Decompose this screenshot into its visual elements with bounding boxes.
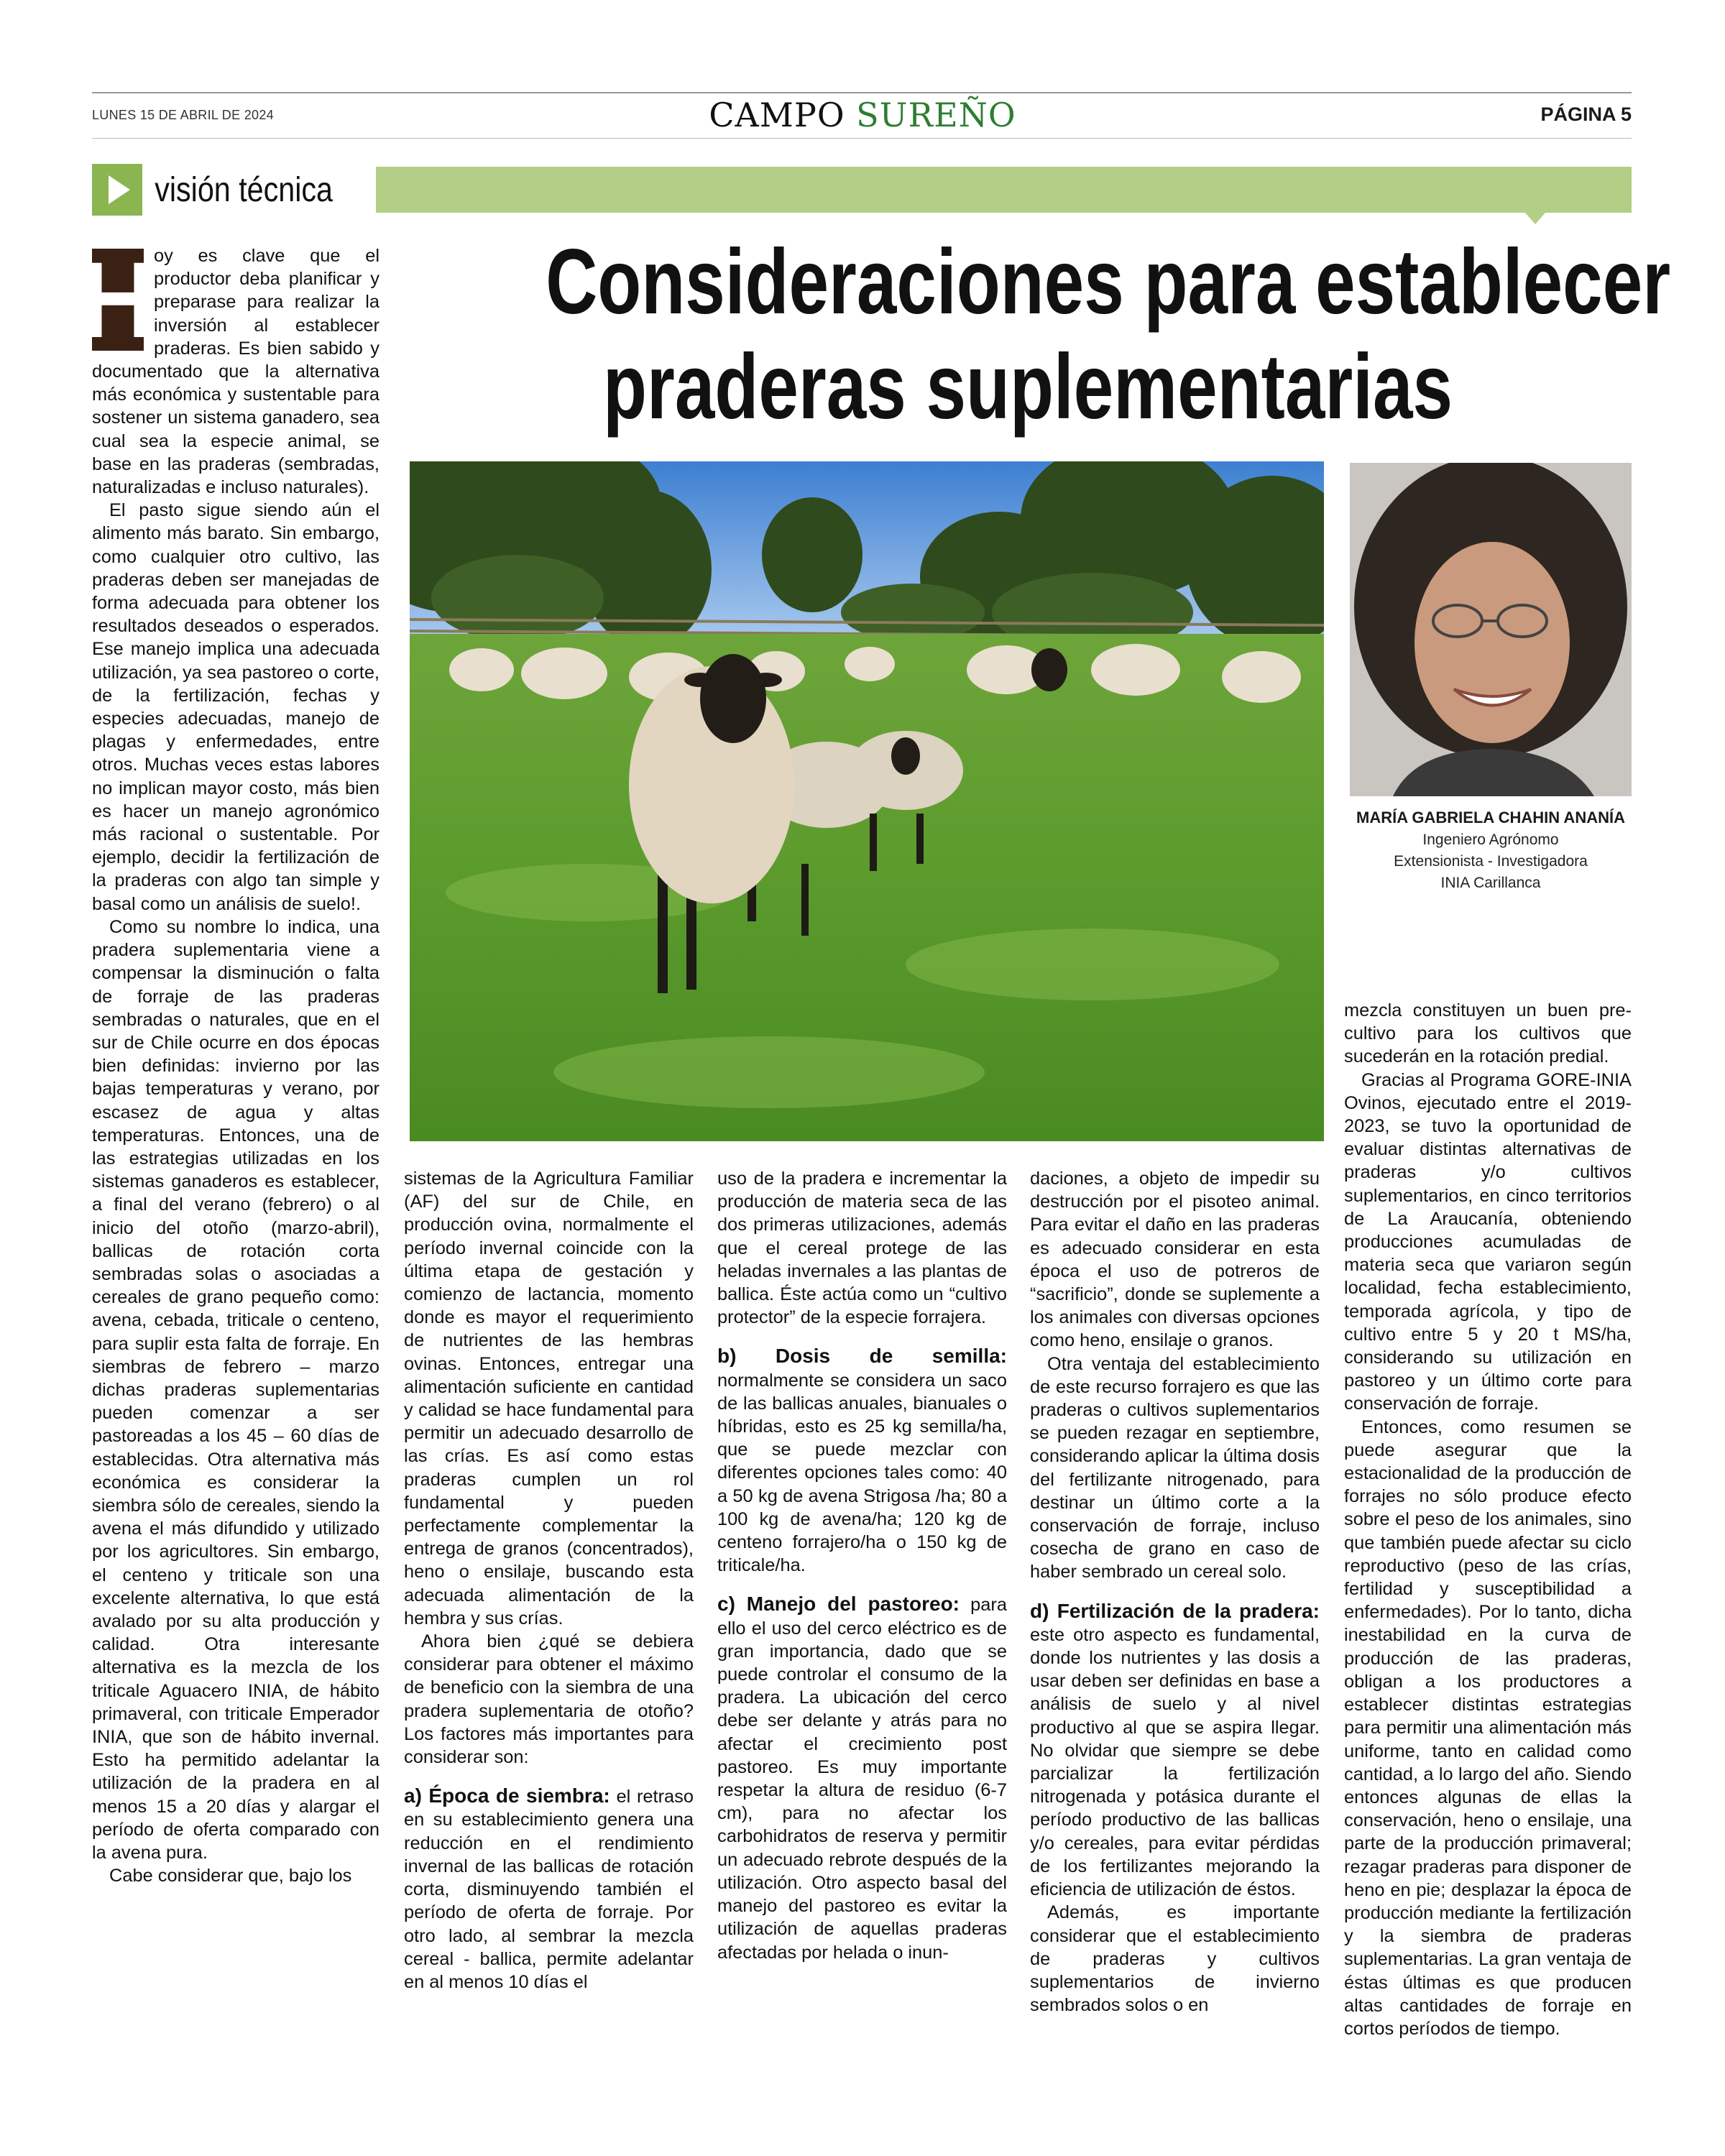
paragraph: El pasto sigue siendo aún el alimento más barato. Sin embargo, como cualquier otro cultivo, las praderas deben ser manejadas de forma adecuada para obtener los resultados deseados o esperados. Ese manejo implica una adecuada utilización, ya sea pastoreo o corte, de la fertilización, fechas y especies adecuadas, manejo de plagas y enfermedades, entre otros. Muchas veces estas labores no implican mayor costo, más bien es hacer un manejo agronómico más racional o sustentable. Por ejemplo, decidir la fertilización de la praderas con algo tan simple y basal como un análisis de suelo!.: [92, 500, 380, 914]
header-rule: [92, 92, 1632, 93]
paragraph: Gracias al Programa GORE-INIA Ovinos, ejecutado entre el 2019-2023, se tuvo la oportunidad de evaluar distintas alternativas de praderas y/o cultivos suplementarios, en cinco territorios de La Araucanía, obteniendo producciones acumuladas de materia seca que variaron según localidad, fecha establecimiento, temporada agrícola, y tipo de cultivo entre 5 y 20 t MS/ha, considerando su utilización en pastoreo y un último corte para conservación de forraje.: [1344, 1069, 1632, 1414]
section-band: [212, 167, 1632, 213]
paragraph: mezcla constituyen un buen pre-cultivo para los cultivos que sucederán en la rotación predial.: [1344, 1000, 1632, 1067]
drop-cap: H: [78, 239, 157, 360]
article-headline: [410, 230, 1671, 440]
headline-line-1: Consideraciones para establecer: [546, 231, 1671, 333]
article-column-4: [1030, 1167, 1320, 2017]
paragraph: sistemas de la Agricultura Familiar (AF) del sur de Chile, en producción ovina, normalmente el período invernal coincide con la última etapa de gestación y comienzo de lactancia, momento donde es mayor el requerimiento de nutrientes de las hembras ovinas. Entonces, entregar una alimentación suficiente en cantidad y calidad se hace fundamental para permitir un adecuado desarrollo de las crías. Es así como estas praderas cumplen un rol fundamental y pueden perfectamente complementar la entrega de granos (concentrados), heno o ensilaje, buscando esta adecuada alimentación de la hembra y sus crías.: [404, 1169, 694, 1628]
author-portrait: [1350, 463, 1632, 796]
subsection-text: el retraso en su establecimiento genera una reducción en el rendimiento invernal de las ballicas de rotación corta, disminuyendo también el período de oferta de forraje. Por otro lado, al sembrar la mezcla cereal - ballica, permite adelantar en al menos 10 días el: [404, 1787, 694, 1992]
paragraph: daciones, a objeto de impedir su destrucción por el pisoteo animal. Para evitar el daño en las praderas es adecuado considerar en esta época el uso de potreros de “sacrificio”, donde se suplemente a los animales con diversas opciones como heno, ensilaje o granos.: [1030, 1169, 1320, 1351]
section-band-notch: [1525, 213, 1545, 224]
paragraph: Además, es importante considerar que el establecimiento de praderas y cultivos suplementarios de invierno sembrados solos o en: [1030, 1902, 1320, 2016]
paragraph: Cabe considerar que, bajo los: [109, 1866, 352, 1886]
paragraph: Como su nombre lo indica, una pradera suplementaria viene a compensar la disminución o falta de forraje de las praderas sembradas o naturales, que en el sur de Chile ocurre en dos épocas bien definidas: invierno por las bajas temperaturas y verano, por escasez de agua y altas temperaturas. Entonces, una de las estrategias utilizadas en los sistemas ganaderos es establecer, a final del verano (febrero) o al inicio del otoño (marzo-abril), ballicas de rotación corta sembradas solas o asociadas a cereales de grano pequeño como: avena, cebada, triticale o centeno, para suplir esta falta de forraje. En siembras de febrero – marzo dichas praderas suplementarias pueden comenzar a ser pastoreadas a los 45 – 60 días de establecidas. Otra alternativa más económica es considerar la siembra sólo de cereales, siendo la avena el más difundido y utilizado por los agricultores. Sin embargo, el centeno y triticale son una excelente alternativa, lo que está avalado por su alta producción y calidad. Otra interesante alternativa es la mezcla de los triticale Aguacero INIA, de hábito primaveral, con triticale Emperador INIA, que son de hábito invernal. Esto ha permitido adelantar la utilización de la pradera en al menos 15 a 20 días y alargar el período de oferta comparado con la avena pura.: [92, 916, 380, 1864]
drop-cap-box: [78, 239, 157, 360]
play-triangle-icon: [92, 164, 142, 216]
subsection-dosis-semilla: [717, 1345, 1007, 1577]
section-label: visión técnica: [155, 170, 334, 209]
headline-line-2: praderas suplementarias: [603, 336, 1453, 438]
paragraph: Otra ventaja del establecimiento de este recurso forrajero es que las praderas o cultivos suplementarios se pueden rezagar en septiembre, considerando aplicar la última dosis del fertilizante nitrogenado, para destinar un último corte a la conservación de forraje, incluso cosecha de grano en caso de haber sembrado un cereal solo.: [1030, 1353, 1320, 1583]
subsection-text: este otro aspecto es fundamental, donde los nutrientes y las dosis a usar deben ser definidas en base a análisis de suelo y al nivel productivo al que se aspira llegar. No olvidar que siempre se debe parcializar la fertilización nitrogenada y potásica durante el período productivo de las ballicas y/o cereales, para evitar pérdidas de los fertilizantes mejorando la eficiencia de utilización de éstos.: [1030, 1624, 1320, 1900]
page-number: PÁGINA 5: [1540, 103, 1632, 125]
author-credit: [1350, 806, 1632, 894]
subsection-text: normalmente se considera un saco de las ballicas anuales, bianuales o híbridas, esto es 25 kg semilla/ha, que se puede mezclar con diferentes opciones tales como: 40 a 50 kg de avena Strigosa /ha; 80 a 100 kg de avena/ha; 120 kg de centeno forrajero/ha o 150 kg de triticale/ha.: [717, 1370, 1007, 1576]
paragraph: oy es clave que el productor deba planificar y preparase para realizar la inversión al establecer praderas. Es bien sabido y documentado que la alternativa más económica y sustentable para sostener un sistema ganadero, sea cual sea la especie animal, se base en las praderas (sembradas, naturalizadas e incluso naturales).: [92, 246, 380, 498]
article-column-5: [1344, 999, 1632, 2040]
article-column-2: [404, 1167, 694, 1994]
paragraph: Entonces, como resumen se puede asegurar que la estacionalidad de la producción de forrajes no sólo produce efecto sobre el peso de los animales, sino que también puede afectar su ciclo reproductivo (peso de las crías, fertilidad y susceptibilidad a enfermedades). Por lo tanto, dicha inestabilidad en la curva de producción de las praderas, obligan a los productores a establecer distintas estrategias para permitir una alimentación más uniforme, tanto en calidad como cantidad, a lo largo del año. Siendo entonces algunas de ellas la conservación, heno o ensilaje, una parte de la producción primaveral; rezagar praderas para disponer de heno en pie; desplazar la época de producción mediante la fertilización y la siembra de praderas suplementarias. La gran ventaja de éstas últimas es que producen altas cantidades de forraje en cortos períodos de tiempo.: [1344, 1416, 1632, 2039]
author-position: Extensionista - Investigadora: [1394, 853, 1588, 870]
article-column-1: [78, 239, 380, 1887]
paragraph: uso de la pradera e incrementar la producción de materia seca de las dos primeras utilizaciones, además que el cereal protege de las heladas invernales a las plantas de ballica. Éste actúa como un “cultivo protector” de la especie forrajera.: [717, 1169, 1007, 1328]
subsection-heading: d) Fertilización de la pradera:: [1030, 1599, 1320, 1622]
masthead: [0, 96, 1725, 134]
subsection-heading: b) Dosis de semilla:: [717, 1345, 1007, 1368]
issue-date: LUNES 15 DE ABRIL DE 2024: [92, 108, 274, 122]
subsection-manejo-pastoreo: [717, 1593, 1007, 1963]
header-divider: [92, 138, 1632, 139]
section-tag: [92, 164, 376, 216]
article-column-3: [717, 1167, 1007, 1964]
subsection-text: para ello el uso del cerco eléctrico es de gran importancia, dado que se puede controlar el consumo de la pradera. La ubicación del cerco debe ser delante y atrás para no afectar el crecimiento post pastoreo. Es muy importante respetar la altura de residuo (6-7 cm), para no afectar los carbohidratos de reserva y permitir un adecuado rebrote después de la utilización. Otro aspecto basal del manejo del pastoreo es evitar la utilización de aquellas praderas afectadas por helada o inun-: [717, 1595, 1007, 1963]
subsection-heading: a) Época de siembra:: [404, 1784, 610, 1807]
subsection-epoca-siembra: [404, 1784, 694, 1994]
subsection-heading: c) Manejo del pastoreo:: [717, 1593, 960, 1616]
masthead-word-sureno: SUREÑO: [856, 96, 1016, 134]
paragraph: Ahora bien ¿qué se debiera considerar para obtener el máximo de beneficio con la siembra de una pradera suplementaria de otoño? Los factores más importantes para considerar son:: [404, 1631, 694, 1768]
author-institution: INIA Carillanca: [1440, 875, 1541, 891]
subsection-fertilizacion: [1030, 1600, 1320, 1902]
sheep-pasture-photo: [410, 461, 1324, 1141]
author-title: Ingeniero Agrónomo: [1422, 831, 1559, 848]
author-name: MARÍA GABRIELA CHAHIN ANANÍA: [1356, 808, 1625, 826]
masthead-word-campo: CAMPO: [709, 96, 845, 134]
